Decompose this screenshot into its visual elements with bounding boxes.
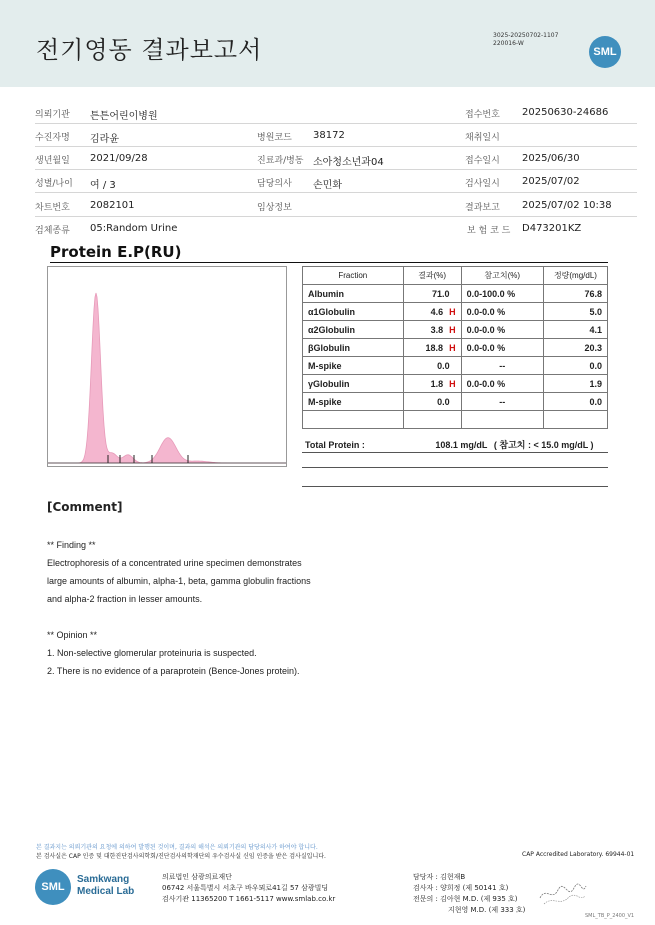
reference-range: 0.0-100.0 % xyxy=(461,285,543,303)
fraction-result xyxy=(403,303,461,321)
quantity-value: 1.9 xyxy=(543,375,607,393)
fraction-result xyxy=(403,357,461,375)
document-number xyxy=(493,32,558,48)
info-row-2 xyxy=(35,124,637,147)
staff-list xyxy=(413,872,525,916)
lab-name-line2: Medical Lab xyxy=(77,886,135,897)
patient-value: 김라윤 xyxy=(90,134,119,145)
total-divider-top xyxy=(302,452,608,453)
fraction-result xyxy=(403,339,461,357)
dept-label: 진료과/병동 xyxy=(257,156,304,166)
address-line-3: 검사기관 11365200 T 1661-5117 www.smlab.co.kr xyxy=(162,895,336,903)
result-value: 0.0 xyxy=(437,396,450,407)
table-row xyxy=(303,357,608,375)
birth-value: 2021/09/28 xyxy=(90,153,148,164)
reference-range: 0.0-0.0 % xyxy=(461,303,543,321)
reference-range: 0.0-0.0 % xyxy=(461,339,543,357)
lab-address xyxy=(162,872,335,905)
table-row xyxy=(303,375,608,393)
staff-line-1: 담당자 : 김현재B xyxy=(413,873,466,881)
finding-line-3: and alpha-2 fraction in lesser amounts. xyxy=(47,594,203,604)
chart-no-label: 차트번호 xyxy=(35,203,70,213)
total-protein-value: 108.1 mg/dL xyxy=(435,440,488,450)
results-body xyxy=(303,285,608,429)
table-row xyxy=(303,393,608,411)
collect-date-label: 채취일시 xyxy=(465,133,500,143)
finding-heading: ** Finding ** xyxy=(47,540,96,550)
hospital-code-value: 38172 xyxy=(313,130,345,141)
specimen-label: 검체종류 xyxy=(35,226,70,236)
quantity-value: 0.0 xyxy=(543,393,607,411)
result-value: 71.0 xyxy=(432,288,450,299)
institution-value: 튼튼어린이병원 xyxy=(90,111,158,122)
total-protein xyxy=(305,438,594,451)
table-row xyxy=(303,303,608,321)
reference-range: 0.0-0.0 % xyxy=(461,375,543,393)
staff-line-3: 전문의 : 김아현 M.D. (제 935 호) xyxy=(413,895,518,903)
quantity-value: 20.3 xyxy=(543,339,607,357)
result-flag: H xyxy=(449,378,456,389)
fraction-result xyxy=(403,411,461,429)
sex-age-label: 성별/나이 xyxy=(35,179,73,189)
electrophoresis-svg xyxy=(48,267,286,466)
cap-accreditation: CAP Accredited Laboratory. 69944-01 xyxy=(522,851,635,858)
opinion-line-1: 1. Non-selective glomerular proteinuria is suspected. xyxy=(47,648,257,658)
reference-range xyxy=(461,411,543,429)
table-header-row xyxy=(303,267,608,285)
table-row xyxy=(303,339,608,357)
fraction-name: M-spike xyxy=(303,357,404,375)
institution-label: 의뢰기관 xyxy=(35,110,70,120)
header-quantity: 정량(mg/dL) xyxy=(543,267,607,285)
finding-line-2: large amounts of albumin, alpha-1, beta, gamma globulin fractions xyxy=(47,576,311,586)
signature-icon xyxy=(538,878,588,908)
fraction-name: γGlobulin xyxy=(303,375,404,393)
quantity-value xyxy=(543,411,607,429)
document-number-line1: 3025-20250702-1107 xyxy=(493,32,559,39)
fraction-result xyxy=(403,375,461,393)
staff-line-4: 지현영 M.D. (제 333 호) xyxy=(448,906,526,914)
address-line-2: 06742 서울특별시 서초구 바우뫼로41길 57 삼광빌딩 xyxy=(162,884,329,892)
chart-no-value: 2082101 xyxy=(90,200,135,211)
total-divider-bottom xyxy=(302,486,608,487)
result-value: 3.8 xyxy=(430,324,444,335)
address-line-1: 의료법인 삼광의료재단 xyxy=(162,873,232,881)
results-table xyxy=(302,266,608,429)
quantity-value: 5.0 xyxy=(543,303,607,321)
fraction-name: α2Globulin xyxy=(303,321,404,339)
hospital-code-label: 병원코드 xyxy=(257,133,292,143)
dept-value: 소아청소년과04 xyxy=(313,157,384,168)
staff-line-2: 검사자 : 양희정 (제 50141 호) xyxy=(413,884,509,892)
fraction-name: βGlobulin xyxy=(303,339,404,357)
birth-label: 생년월일 xyxy=(35,156,70,166)
info-row-3 xyxy=(35,147,637,170)
result-flag: H xyxy=(449,306,456,317)
title-divider xyxy=(50,262,608,263)
table-row xyxy=(303,411,608,429)
footer-notice-1: 본 결과지는 의뢰기관의 요청에 의하여 발행된 것이며, 결과의 해석은 의뢰기관의 담당의사가 하여야 합니다. xyxy=(36,844,318,851)
samkwang-logo: SML xyxy=(35,869,71,905)
info-row-1 xyxy=(35,101,637,124)
sml-logo: SML xyxy=(589,36,621,68)
doctor-value: 손민화 xyxy=(313,180,342,191)
info-row-6 xyxy=(35,217,637,239)
report-date-label: 결과보고 xyxy=(465,203,500,213)
report-date-value: 2025/07/02 10:38 xyxy=(522,200,612,211)
receipt-no-label: 접수번호 xyxy=(465,110,500,120)
lab-name xyxy=(77,874,134,898)
fraction-name: M-spike xyxy=(303,393,404,411)
doctor-label: 담당의사 xyxy=(257,179,292,189)
result-value: 0.0 xyxy=(437,360,450,371)
specimen-value: 05:Random Urine xyxy=(90,223,178,234)
total-protein-label: Total Protein : xyxy=(305,440,365,450)
patient-label: 수진자명 xyxy=(35,133,70,143)
total-protein-reference: ( 참고치 : < 15.0 mg/dL ) xyxy=(493,440,594,450)
header-fraction: Fraction xyxy=(303,267,404,285)
table-row xyxy=(303,285,608,303)
header-reference: 참고치(%) xyxy=(461,267,543,285)
opinion-line-2: 2. There is no evidence of a paraprotein (Bence-Jones protein). xyxy=(47,666,300,676)
info-row-5 xyxy=(35,194,637,217)
info-row-4 xyxy=(35,170,637,193)
reference-range: -- xyxy=(461,393,543,411)
result-flag: H xyxy=(449,342,456,353)
fraction-name xyxy=(303,411,404,429)
result-flag: H xyxy=(449,324,456,335)
footer-notice-2: 본 검사실은 CAP 인증 및 대한진단검사의학회/진단검사의학재단의 우수검사실 신임 인증을 받은 검사실입니다. xyxy=(36,853,326,860)
quantity-value: 76.8 xyxy=(543,285,607,303)
fraction-result xyxy=(403,393,461,411)
receipt-date-value: 2025/06/30 xyxy=(522,153,580,164)
fraction-result xyxy=(403,321,461,339)
insurance-value: D473201KZ xyxy=(522,223,582,234)
test-date-label: 검사일시 xyxy=(465,179,500,189)
receipt-no-value: 20250630-24686 xyxy=(522,107,609,118)
result-value: 18.8 xyxy=(425,342,444,353)
report-title: 전기영동 결과보고서 xyxy=(36,36,263,64)
document-number-line2: 220016-W xyxy=(493,40,524,47)
comment-title: [Comment] xyxy=(47,500,123,514)
test-title: Protein E.P(RU) xyxy=(50,243,182,261)
fraction-name: Albumin xyxy=(303,285,404,303)
quantity-value: 0.0 xyxy=(543,357,607,375)
quantity-value: 4.1 xyxy=(543,321,607,339)
sex-age-value: 여 / 3 xyxy=(90,180,116,191)
fraction-name: α1Globulin xyxy=(303,303,404,321)
finding-line-1: Electrophoresis of a concentrated urine specimen demonstrates xyxy=(47,558,302,568)
reference-range: -- xyxy=(461,357,543,375)
reference-range: 0.0-0.0 % xyxy=(461,321,543,339)
table-row xyxy=(303,321,608,339)
opinion-heading: ** Opinion ** xyxy=(47,630,98,640)
result-value: 4.6 xyxy=(430,306,444,317)
receipt-date-label: 접수일시 xyxy=(465,156,500,166)
total-divider-middle xyxy=(302,467,608,468)
fraction-result xyxy=(403,285,461,303)
result-value: 1.8 xyxy=(430,378,444,389)
header-result: 결과(%) xyxy=(403,267,461,285)
lab-name-line1: Samkwang xyxy=(77,874,130,885)
clinical-label: 임상정보 xyxy=(257,203,292,213)
insurance-label: 보 험 코 드 xyxy=(467,226,511,236)
test-date-value: 2025/07/02 xyxy=(522,176,580,187)
electrophoresis-chart xyxy=(47,266,287,467)
form-code: SML_TB_P_2400_V1 xyxy=(585,913,635,919)
electrophoresis-curve xyxy=(48,293,286,463)
